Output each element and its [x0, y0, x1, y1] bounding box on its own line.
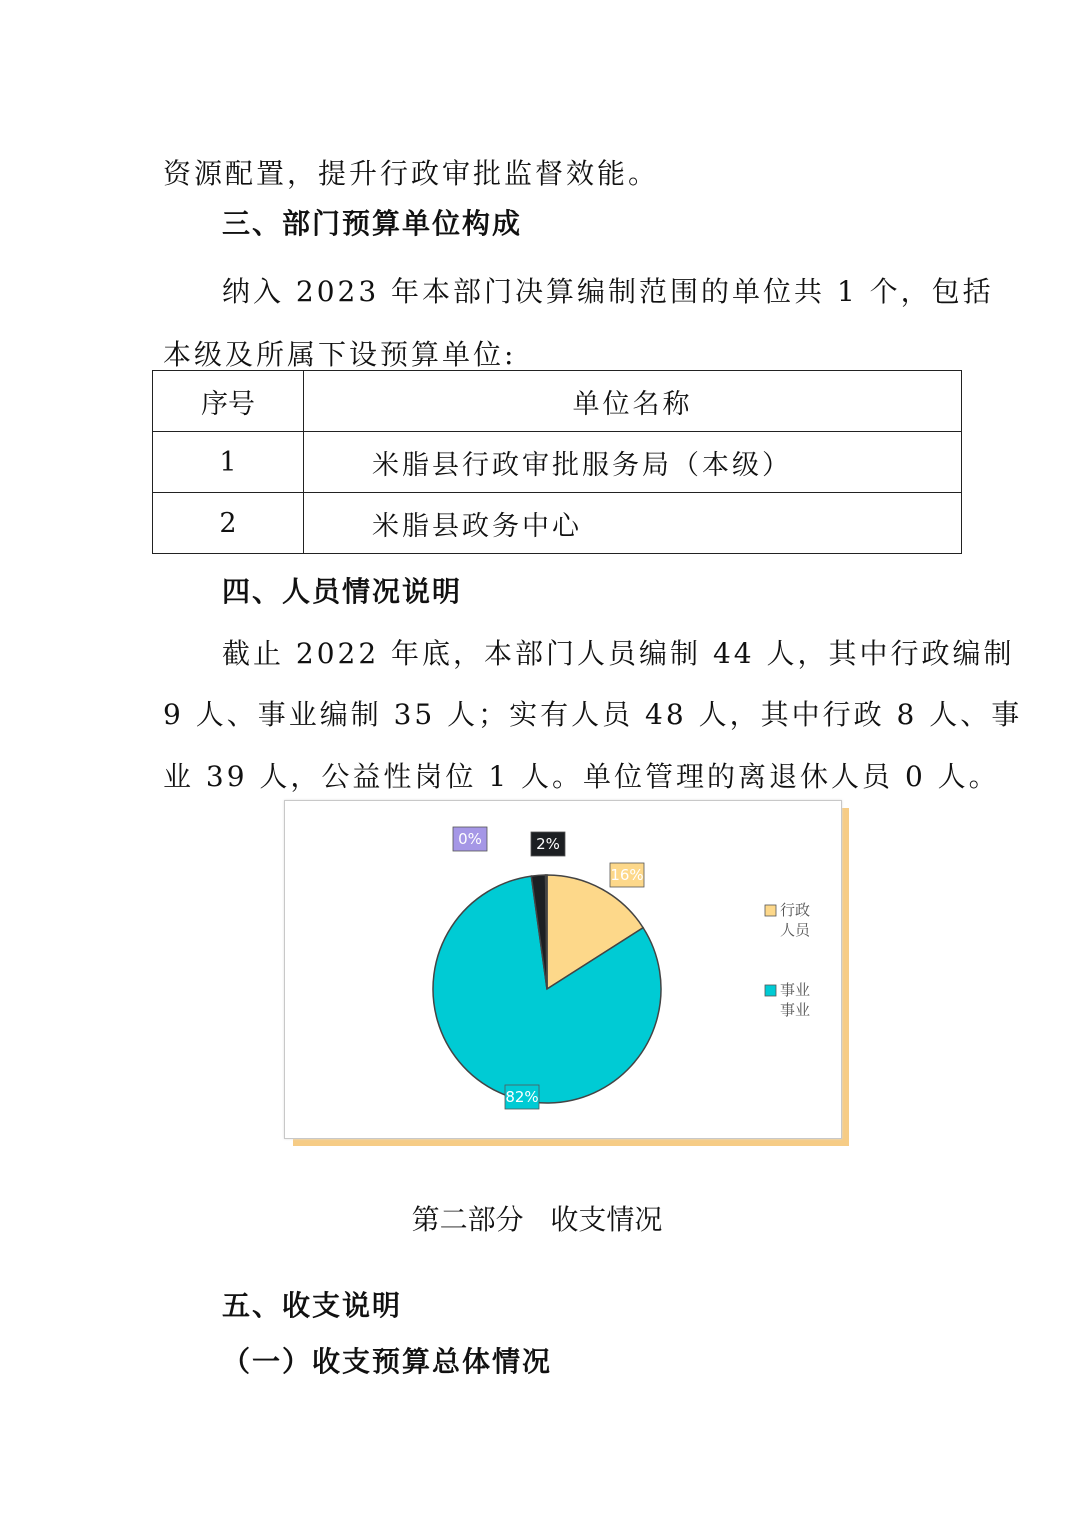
- section-heading-3: 三、部门预算单位构成: [222, 207, 523, 240]
- legend-swatch: [765, 905, 776, 916]
- part-two-title: 第二部分 收支情况: [411, 1203, 663, 1236]
- budget-units-table: [152, 370, 962, 554]
- paragraph-line: 截止 2022 年底，本部门人员编制 44 人，其中行政编制: [222, 637, 1015, 670]
- header-unit-name: 单位名称: [304, 371, 962, 432]
- legend-swatch: [765, 985, 776, 996]
- legend-label: 事业: [780, 1001, 811, 1019]
- section-heading-5: 五、收支说明: [222, 1289, 403, 1322]
- legend-label: 人员: [780, 921, 811, 939]
- section-heading-4: 四、人员情况说明: [222, 575, 463, 608]
- row-index: 1: [153, 432, 304, 493]
- legend-label: 事业: [780, 981, 811, 999]
- legend-label: 行政: [780, 901, 811, 919]
- staff-pie-chart: [284, 800, 842, 1139]
- subsection-heading-5-1: （一）收支预算总体情况: [222, 1345, 553, 1378]
- pie-data-label: 16%: [610, 866, 644, 884]
- pie-data-label: 82%: [505, 1088, 539, 1106]
- paragraph-line: 资源配置，提升行政审批监督效能。: [163, 157, 660, 190]
- paragraph-line: 纳入 2023 年本部门决算编制范围的单位共 1 个，包括: [222, 275, 994, 308]
- table-header-row: [153, 371, 962, 432]
- table-row: [153, 493, 962, 554]
- row-index: 2: [153, 493, 304, 554]
- row-unit-name: 米脂县行政审批服务局（本级）: [304, 432, 962, 493]
- header-index: 序号: [153, 371, 304, 432]
- pie-chart-canvas: [285, 801, 841, 1138]
- pie-data-label: 0%: [458, 830, 482, 848]
- paragraph-line: 9 人、事业编制 35 人；实有人员 48 人，其中行政 8 人、事: [163, 698, 1023, 731]
- pie-data-label: 2%: [536, 835, 560, 853]
- row-unit-name: 米脂县政务中心: [304, 493, 962, 554]
- paragraph-line: 本级及所属下设预算单位:: [163, 338, 517, 371]
- paragraph-line: 业 39 人，公益性岗位 1 人。单位管理的离退休人员 0 人。: [163, 760, 1000, 793]
- table-row: [153, 432, 962, 493]
